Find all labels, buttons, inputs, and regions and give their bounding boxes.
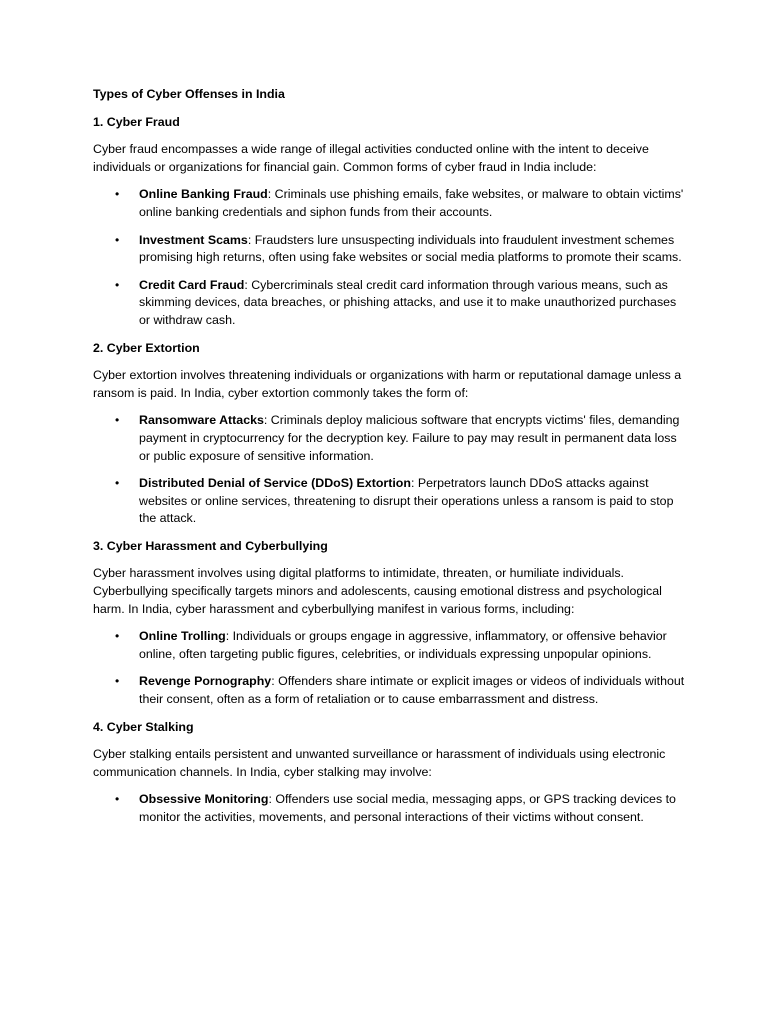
item-text: : Cybercriminals steal credit card information through various means, such as skimming devices, data breaches, or phishing attacks, and use it to make unauthorized purchases or withdraw cash. bbox=[139, 277, 677, 327]
bullet-icon: • bbox=[115, 413, 120, 428]
list-item bbox=[93, 791, 688, 826]
item-text: : Fraudsters lure unsuspecting individuals into fraudulent investment schemes promising high returns, often using fake websites or social media platforms to promote their scams. bbox=[139, 232, 682, 265]
list-item bbox=[93, 628, 688, 663]
list-item bbox=[93, 475, 688, 528]
item-term: Credit Card Fraud bbox=[139, 277, 245, 292]
item-term: Obsessive Monitoring bbox=[139, 792, 269, 807]
item-text: : Perpetrators launch DDoS attacks against websites or online services, threatening to disrupt their operations unless a ransom is paid to stop the attack. bbox=[139, 476, 674, 526]
section-intro: Cyber fraud encompasses a wide range of illegal activities conducted online with the intent to deceive individuals or organizations for financial gain. Common forms of cyber fraud in India include: bbox=[93, 142, 649, 174]
list-item bbox=[93, 232, 688, 267]
item-term: Distributed Denial of Service (DDoS) Extortion bbox=[139, 476, 411, 491]
item-term: Ransomware Attacks bbox=[139, 413, 264, 428]
bullet-icon: • bbox=[115, 187, 120, 202]
item-text: : Criminals deploy malicious software that encrypts victims' files, demanding payment in cryptocurrency for the decryption key. Failure to pay may result in permanent data loss or public exposure of sensitive information. bbox=[139, 413, 680, 463]
section-heading: 1. Cyber Fraud bbox=[93, 114, 180, 129]
section-intro: Cyber extortion involves threatening individuals or organizations with harm or reputational damage unless a ransom is paid. In India, cyber extortion commonly takes the form of: bbox=[93, 368, 682, 400]
item-text: : Offenders share intimate or explicit images or videos of individuals without their consent, often as a form of retaliation or to cause embarrassment and distress. bbox=[139, 674, 685, 707]
item-term: Online Banking Fraud bbox=[139, 187, 268, 202]
list-item bbox=[93, 673, 688, 708]
list-item bbox=[93, 277, 688, 330]
item-text: : Individuals or groups engage in aggressive, inflammatory, or offensive behavior online, often targeting public figures, celebrities, or individuals expressing unpopular opinions. bbox=[139, 629, 667, 661]
document-title: Types of Cyber Offenses in India bbox=[93, 87, 285, 101]
item-term: Investment Scams bbox=[139, 232, 248, 247]
section-cyber-extortion bbox=[93, 340, 688, 528]
item-text: : Criminals use phishing emails, fake websites, or malware to obtain victims' online banking credentials and siphon funds from their accounts. bbox=[139, 187, 684, 219]
bullet-list bbox=[93, 412, 688, 528]
bullet-list bbox=[93, 791, 688, 826]
section-intro: Cyber harassment involves using digital platforms to intimidate, threaten, or humiliate individuals. Cyberbullying specifically targets minors and adolescents, causing emotional distress and psychological harm. In India, cyber harassment and cyberbullying manifest in various forms, including: bbox=[93, 566, 662, 616]
section-intro: Cyber stalking entails persistent and unwanted surveillance or harassment of individuals using electronic communication channels. In India, cyber stalking may involve: bbox=[93, 747, 666, 779]
bullet-icon: • bbox=[115, 629, 120, 644]
section-cyber-harassment bbox=[93, 538, 688, 709]
section-heading: 3. Cyber Harassment and Cyberbullying bbox=[93, 538, 328, 553]
bullet-list bbox=[93, 628, 688, 708]
list-item bbox=[93, 412, 688, 465]
section-heading: 4. Cyber Stalking bbox=[93, 719, 194, 734]
section-heading: 2. Cyber Extortion bbox=[93, 340, 200, 355]
item-term: Revenge Pornography bbox=[139, 674, 272, 689]
bullet-icon: • bbox=[115, 476, 120, 491]
bullet-icon: • bbox=[115, 674, 120, 689]
list-item bbox=[93, 186, 688, 221]
item-text: : Offenders use social media, messaging apps, or GPS tracking devices to monitor the activities, movements, and personal interactions of their victims without consent. bbox=[139, 792, 676, 824]
section-cyber-fraud bbox=[93, 114, 688, 330]
bullet-icon: • bbox=[115, 792, 120, 807]
bullet-list bbox=[93, 186, 688, 329]
item-term: Online Trolling bbox=[139, 629, 226, 644]
bullet-icon: • bbox=[115, 277, 120, 292]
bullet-icon: • bbox=[115, 232, 120, 247]
section-cyber-stalking bbox=[93, 719, 688, 827]
